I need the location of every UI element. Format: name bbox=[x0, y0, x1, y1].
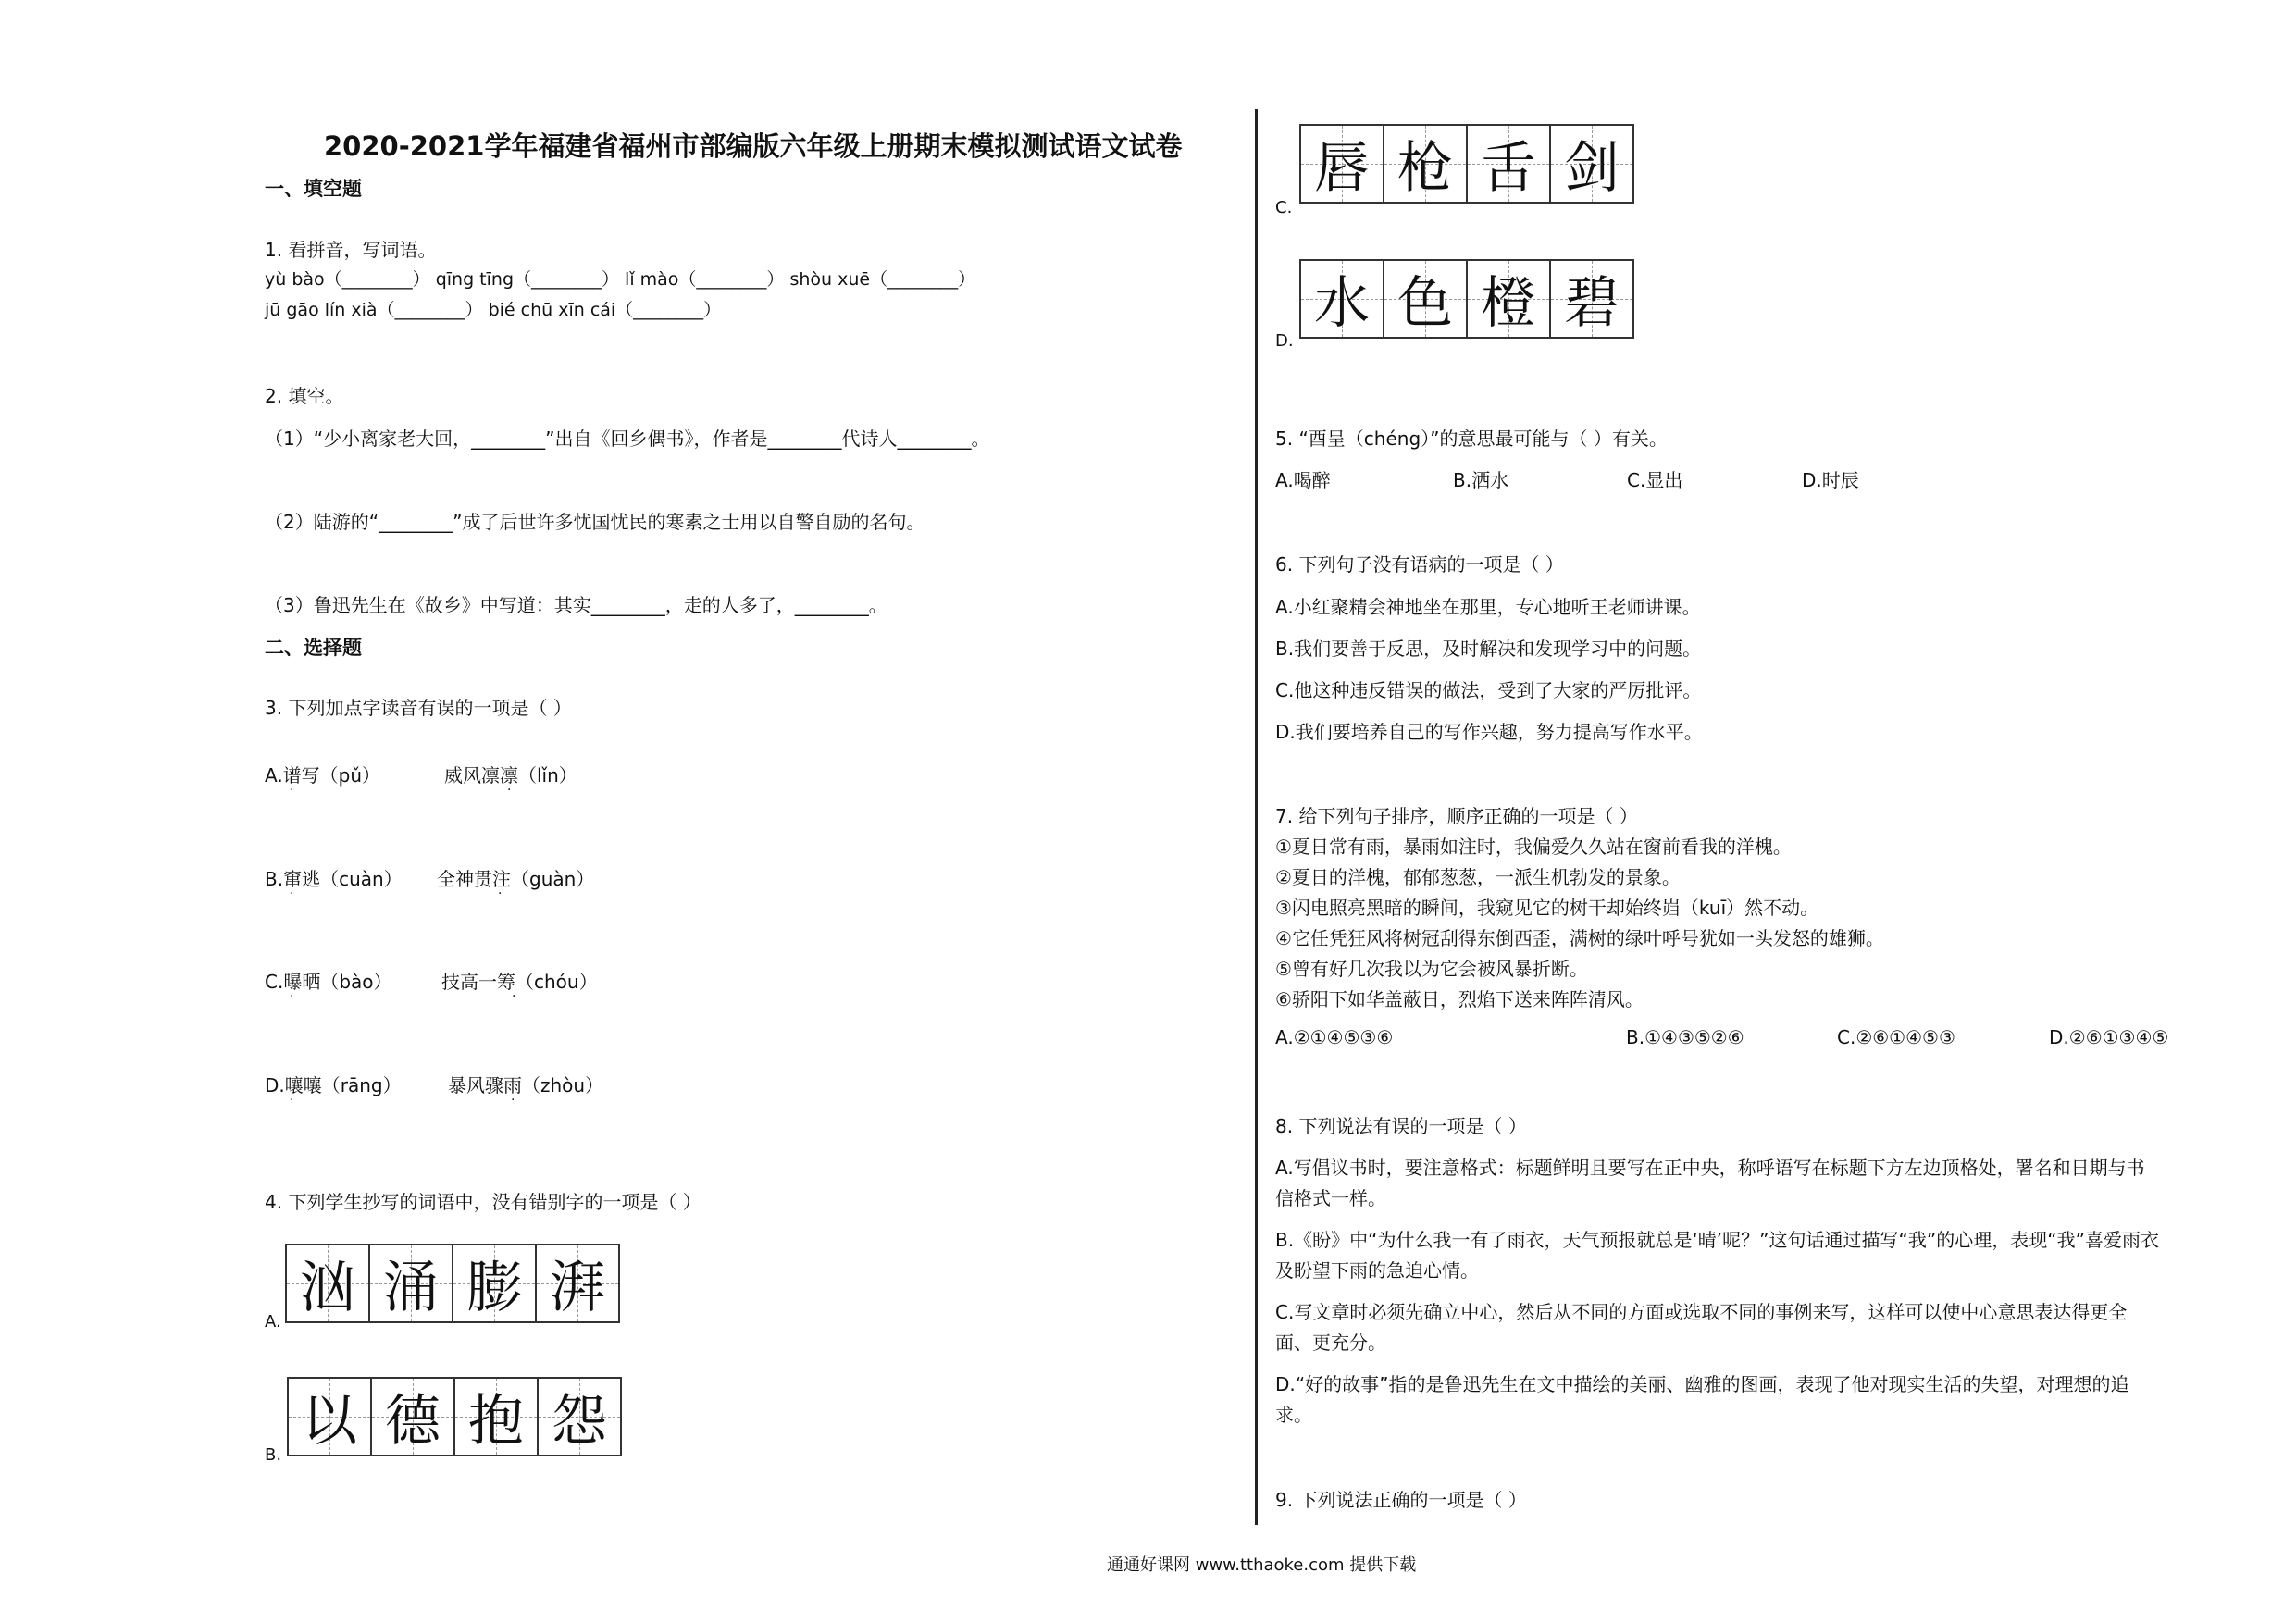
q2-part3: （3）鲁迅先生在《故乡》中写道：其实________，走的人多了，________。 bbox=[265, 594, 887, 616]
q3-option-b-word2: 全神贯注（guàn） bbox=[437, 868, 595, 890]
q9-stem: 9. 下列说法正确的一项是（ ） bbox=[1275, 1489, 1527, 1511]
q7-sentence: ④它任凭狂风将树冠刮得东倒西歪，满树的绿叶呼号犹如一头发怒的雄狮。 bbox=[1275, 927, 1884, 949]
q7-sentence: ⑥骄阳下如华盖蔽日，烈焰下送来阵阵清风。 bbox=[1275, 988, 1644, 1010]
handwriting-grid-b bbox=[287, 1377, 622, 1456]
q3-option-b-word1: B.窜逃（cuàn） bbox=[265, 868, 403, 890]
q8-stem: 8. 下列说法有误的一项是（ ） bbox=[1275, 1115, 1527, 1137]
grid-char: 色 bbox=[1384, 261, 1468, 337]
q2-part2: （2）陆游的“________”成了后世许多忧国忧民的寒素之士用以自警自励的名句。 bbox=[265, 511, 925, 533]
q1-pinyin-row1: yù bào（________） qīng tīng（________） lǐ mào（________） shòu xuē（________） bbox=[265, 269, 976, 290]
q8-option-b: B.《盼》中“为什么我一有了雨衣，天气预报就总是‘晴’呢？”这句话通过描写“我”的心理，表现“我”喜爱雨衣 bbox=[1275, 1229, 2159, 1251]
q8-option-a: A.写倡议书时，要注意格式：标题鲜明且要写在正中央，称呼语写在标题下方左边顶格处，署名和日期与书 bbox=[1275, 1157, 2145, 1179]
q2-part1: （1）“少小离家老大回，________”出自《回乡偶书》，作者是________代诗人________。 bbox=[265, 427, 990, 450]
q7-sentence: ②夏日的洋槐，郁郁葱葱，一派生机勃发的景象。 bbox=[1275, 866, 1681, 888]
q7-sentence: ⑤曾有好几次我以为它会被风暴折断。 bbox=[1275, 958, 1588, 980]
q7-option-d: D.②⑥①③④⑤ bbox=[2049, 1026, 2169, 1048]
q8-option-c: C.写文章时必须先确立中心，然后从不同的方面或选取不同的事例来写，这样可以使中心意思表达得更全 bbox=[1275, 1301, 2128, 1323]
handwriting-grid-c bbox=[1299, 124, 1634, 204]
grid-char: 德 bbox=[372, 1379, 455, 1455]
grid-char: 汹 bbox=[287, 1245, 370, 1321]
q4-option-c-label: C. bbox=[1275, 198, 1293, 217]
q7-option-c: C.②⑥①④⑤③ bbox=[1837, 1026, 1955, 1048]
handwriting-grid-a bbox=[285, 1244, 620, 1323]
q3-option-c-word2: 技高一筹（chóu） bbox=[441, 971, 598, 993]
q5-option-d: D.时辰 bbox=[1802, 469, 1859, 491]
q7-stem: 7. 给下列句子排序，顺序正确的一项是（ ） bbox=[1275, 805, 1638, 827]
q7-sentence: ③闪电照亮黑暗的瞬间，我窥见它的树干却始终岿（kuī）然不动。 bbox=[1275, 897, 1819, 919]
grid-char: 橙 bbox=[1468, 261, 1551, 337]
grid-char: 以 bbox=[289, 1379, 372, 1455]
q3-stem: 3. 下列加点字读音有误的一项是（ ） bbox=[265, 697, 572, 719]
handwriting-grid-d bbox=[1299, 259, 1634, 339]
q6-option-a: A.小红聚精会神地坐在那里，专心地听王老师讲课。 bbox=[1275, 596, 1701, 618]
q1-stem: 1. 看拼音，写词语。 bbox=[265, 239, 437, 261]
grid-char: 抱 bbox=[455, 1379, 539, 1455]
q5-stem: 5. “酉呈（chéng）”的意思最可能与（ ）有关。 bbox=[1275, 427, 1668, 450]
q8-option-d: D.“好的故事”指的是鲁迅先生在文中描绘的美丽、幽雅的图画，表现了他对现实生活的失望，对理想的追 bbox=[1275, 1373, 2129, 1395]
q6-option-b: B.我们要善于反思，及时解决和发现学习中的问题。 bbox=[1275, 638, 1702, 660]
q3-option-c-word1: C.曝晒（bào） bbox=[265, 971, 392, 993]
q4-option-b-label: B. bbox=[265, 1445, 282, 1465]
grid-char: 舌 bbox=[1468, 126, 1551, 202]
q5-option-c: C.显出 bbox=[1627, 469, 1683, 491]
q4-option-d-label: D. bbox=[1275, 331, 1294, 351]
q7-sentence: ①夏日常有雨，暴雨如注时，我偏爱久久站在窗前看我的洋槐。 bbox=[1275, 836, 1792, 858]
grid-char: 水 bbox=[1301, 261, 1384, 337]
q2-stem: 2. 填空。 bbox=[265, 385, 344, 407]
grid-char: 涌 bbox=[370, 1245, 453, 1321]
grid-char: 枪 bbox=[1384, 126, 1468, 202]
grid-char: 湃 bbox=[537, 1245, 618, 1321]
emphasis-dot: · bbox=[511, 1093, 515, 1108]
q7-option-b: B.①④③⑤②⑥ bbox=[1626, 1026, 1744, 1048]
emphasis-dot: · bbox=[498, 886, 503, 901]
page-title: 2020-2021学年福建省福州市部编版六年级上册期末模拟测试语文试卷 bbox=[324, 130, 1183, 162]
q3-option-a-word2: 威风凛凛（lǐn） bbox=[444, 764, 577, 787]
q8-option-b-cont: 及盼望下雨的急迫心情。 bbox=[1275, 1259, 1479, 1282]
q8-option-a-cont: 信格式一样。 bbox=[1275, 1187, 1386, 1209]
q1-pinyin-row2: jū gāo lín xià（________） bié chū xīn cái（________） bbox=[265, 300, 722, 320]
emphasis-dot: · bbox=[507, 783, 512, 798]
grid-char: 怨 bbox=[539, 1379, 620, 1455]
q6-option-c: C.他这种违反错误的做法，受到了大家的严厉批评。 bbox=[1275, 679, 1702, 701]
q5-option-b: B.洒水 bbox=[1453, 469, 1509, 491]
q8-option-d-cont: 求。 bbox=[1275, 1404, 1312, 1426]
footer-credit: 通通好课网 www.tthaoke.com 提供下载 bbox=[1107, 1555, 1417, 1575]
emphasis-dot: · bbox=[512, 989, 516, 1004]
grid-char: 剑 bbox=[1551, 126, 1632, 202]
emphasis-dot: · bbox=[290, 989, 294, 1004]
column-divider bbox=[1255, 109, 1258, 1525]
grid-char: 碧 bbox=[1551, 261, 1632, 337]
q5-option-a: A.喝醉 bbox=[1275, 469, 1331, 491]
q6-option-d: D.我们要培养自己的写作兴趣，努力提高写作水平。 bbox=[1275, 721, 1703, 743]
q8-option-c-cont: 面、更充分。 bbox=[1275, 1332, 1386, 1354]
q4-stem: 4. 下列学生抄写的词语中，没有错别字的一项是（ ） bbox=[265, 1191, 701, 1213]
emphasis-dot: · bbox=[290, 783, 294, 798]
q3-option-d-word2: 暴风骤雨（zhòu） bbox=[448, 1074, 604, 1096]
grid-char: 唇 bbox=[1301, 126, 1384, 202]
q3-option-a-word1: A.谱写（pǔ） bbox=[265, 764, 381, 787]
grid-char: 膨 bbox=[453, 1245, 537, 1321]
emphasis-dot: · bbox=[290, 1093, 294, 1108]
q7-option-a: A.②①④⑤③⑥ bbox=[1275, 1026, 1394, 1048]
q6-stem: 6. 下列句子没有语病的一项是（ ） bbox=[1275, 553, 1564, 576]
section-heading-choice: 二、选择题 bbox=[265, 637, 362, 659]
q4-option-a-label: A. bbox=[265, 1312, 281, 1332]
q3-option-d-word1: D.嚷嚷（rāng） bbox=[265, 1074, 402, 1096]
section-heading-fill: 一、填空题 bbox=[265, 178, 362, 200]
emphasis-dot: · bbox=[290, 886, 294, 901]
